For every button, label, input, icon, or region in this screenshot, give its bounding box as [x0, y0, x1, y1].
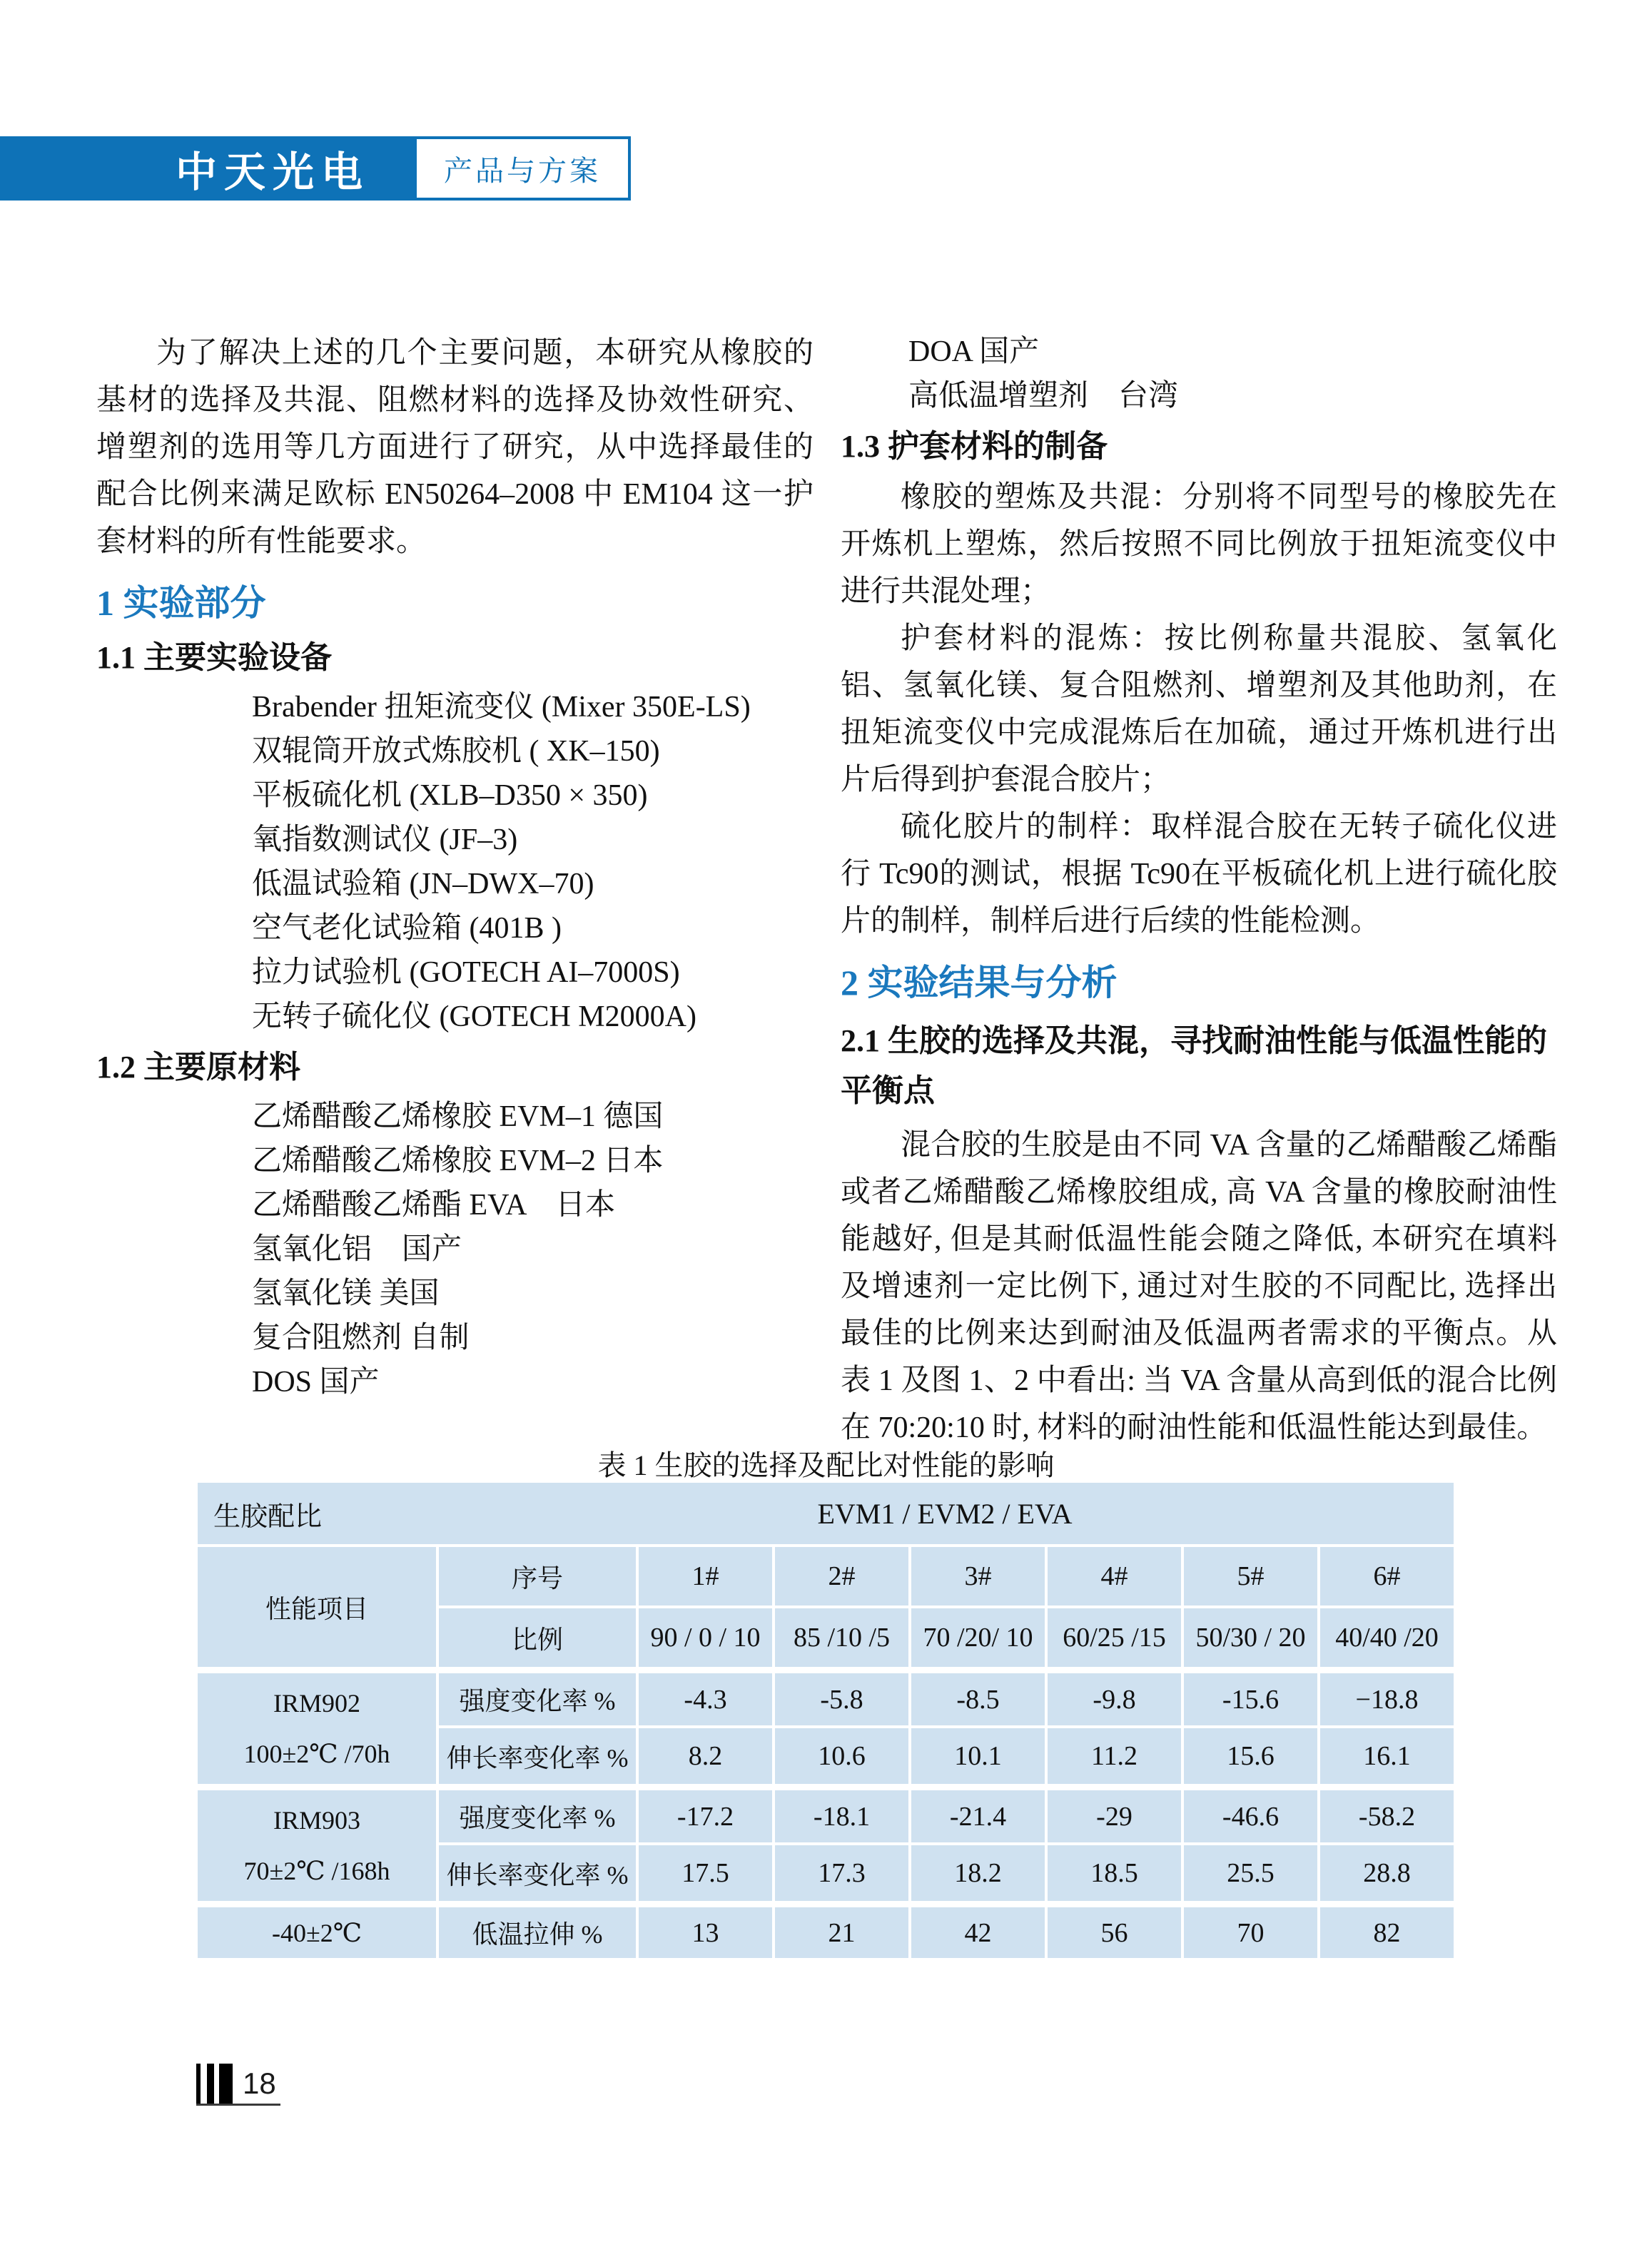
prep-paragraph: 橡胶的塑炼及共混：分别将不同型号的橡胶先在开炼机上塑炼，然后按照不同比例放于扭矩流变仪中进行共混处理；: [841, 481, 1557, 608]
table-cell: 18.5: [1048, 1845, 1181, 1901]
table-cell: -46.6: [1184, 1787, 1317, 1842]
table-cell: 8.2: [639, 1728, 772, 1784]
subsection-heading-1-2: 1.2 主要原材料: [96, 1050, 300, 1085]
table-label: 序号: [439, 1547, 636, 1606]
section-heading-1: 1 实验部分: [96, 583, 266, 623]
list-item: 平板硫化机 (XLB–D350 × 350): [252, 779, 648, 812]
table-cell: 18.2: [911, 1845, 1045, 1901]
table-metric-label: 伸长率变化率 %: [439, 1728, 636, 1784]
bar-icon: [207, 2064, 214, 2104]
table-metric-label: 强度变化率 %: [439, 1670, 636, 1725]
table-condition-cell: -40±2℃: [198, 1904, 436, 1958]
table-cell: 6#: [1320, 1547, 1454, 1606]
bar-icon: [196, 2064, 201, 2104]
table-cell: 21: [775, 1904, 908, 1958]
left-column: [96, 330, 814, 1404]
table-cell: 90 / 0 / 10: [639, 1608, 772, 1667]
list-item: 氢氧化镁 美国: [252, 1277, 440, 1310]
prep-paragraph: 硫化胶片的制样：取样混合胶在无转子硫化仪进行 Tc90的测试，根据 Tc90在平板硫化机上进行硫化胶片的制样，制样后进行后续的性能检测。: [841, 811, 1557, 938]
table-metric-label: 强度变化率 %: [439, 1787, 636, 1842]
section-tab-label: 产品与方案: [444, 155, 601, 187]
header-bar: [0, 136, 414, 201]
table-cell: 17.5: [639, 1845, 772, 1901]
condition-line: IRM902: [273, 1688, 360, 1718]
brand-logo: 中天光电: [175, 148, 370, 196]
table-cell: 13: [639, 1904, 772, 1958]
table-cell: 82: [1320, 1904, 1454, 1958]
list-item: 乙烯醋酸乙烯酯 EVA 日本: [252, 1189, 616, 1222]
list-item: 低温试验箱 (JN–DWX–70): [252, 868, 594, 901]
table-cell: 56: [1048, 1904, 1181, 1958]
list-item: 双辊筒开放式炼胶机 ( XK–150): [252, 735, 660, 768]
table-cell: 10.1: [911, 1728, 1045, 1784]
table-condition-cell: [198, 1670, 436, 1784]
table-metric-label: 低温拉伸 %: [439, 1904, 636, 1958]
list-item: DOS 国产: [252, 1366, 380, 1399]
table-cell: 25.5: [1184, 1845, 1317, 1901]
table-metric-label: 伸长率变化率 %: [439, 1845, 636, 1901]
list-item: 复合阻燃剂 自制: [252, 1322, 470, 1354]
right-column: [841, 330, 1557, 1451]
list-item: 乙烯醋酸乙烯橡胶 EVM–1 德国: [252, 1100, 664, 1133]
section-heading-2: 2 实验结果与分析: [841, 963, 1118, 1003]
prep-paragraph: 护套材料的混炼：按比例称量共混胶、氢氧化铝、氢氧化镁、复合阻燃剂、增塑剂及其他助剂，在扭矩流变仪中完成混炼后在加硫，通过开炼机进行出片后得到护套混合胶片；: [841, 622, 1557, 796]
table-cell: 10.6: [775, 1728, 908, 1784]
table-cell: 4#: [1048, 1547, 1181, 1606]
table-cell: −18.8: [1320, 1670, 1454, 1725]
table-blend-header: EVM1 / EVM2 / EVA: [817, 1497, 1073, 1530]
list-item: 拉力试验机 (GOTECH AI–7000S): [252, 956, 680, 989]
table-cell: 15.6: [1184, 1728, 1317, 1784]
table-cell: 1#: [639, 1547, 772, 1606]
equipment-list: [96, 685, 814, 1039]
subsection-heading-1-3: 1.3 护套材料的制备: [841, 429, 1108, 464]
table-cell: 5#: [1184, 1547, 1317, 1606]
performance-table: [198, 1483, 1454, 1958]
table-cell: -9.8: [1048, 1670, 1181, 1725]
table-cell: -21.4: [911, 1787, 1045, 1842]
table-cell: 42: [911, 1904, 1045, 1958]
page-number: 18: [243, 2066, 276, 2100]
table-cell: -17.2: [639, 1787, 772, 1842]
table-cell: -18.1: [775, 1787, 908, 1842]
condition-line: 70±2℃ /168h: [243, 1857, 390, 1886]
list-item: 高低温增塑剂 台湾: [908, 380, 1179, 412]
table-cell: 50/30 / 20: [1184, 1608, 1317, 1667]
table-cell: 2#: [775, 1547, 908, 1606]
materials-list: [96, 1095, 814, 1404]
table-condition-cell: [198, 1787, 436, 1901]
analysis-paragraph: 混合胶的生胶是由不同 VA 含量的乙烯醋酸乙烯酯或者乙烯醋酸乙烯橡胶组成, 高 VA 含量的橡胶耐油性能越好, 但是其耐低温性能会随之降低, 本研究在填料及增速剂一定比例下, 通过对生胶的不同配比, 选择出最佳的比例来达到耐油及低温两者需求的平衡点。从表 1 及图 1、2 中看出: 当 VA 含量从高到低的混合比例在 70:20:10 时, 材料的耐油性能和低温性能达到最佳。: [841, 1129, 1557, 1444]
table-cell: 60/25 /15: [1048, 1608, 1181, 1667]
table-cell: -8.5: [911, 1670, 1045, 1725]
condition-line: IRM903: [273, 1805, 360, 1835]
list-item: 氢氧化铝 国产: [252, 1233, 462, 1266]
table-cell: -58.2: [1320, 1787, 1454, 1842]
section-tab: [414, 136, 631, 201]
table-caption: 表 1 生胶的选择及配比对性能的影响: [597, 1449, 1055, 1481]
table-label: 比例: [439, 1608, 636, 1667]
table-cell: -5.8: [775, 1670, 908, 1725]
table-corner-label: 生胶配比: [213, 1501, 323, 1532]
table-cell: 11.2: [1048, 1728, 1181, 1784]
footer-rule: [196, 2104, 280, 2106]
list-item: 乙烯醋酸乙烯橡胶 EVM–2 日本: [252, 1145, 664, 1177]
intro-paragraph: 为了解决上述的几个主要问题，本研究从橡胶的基材的选择及共混、阻燃材料的选择及协效性研究、增塑剂的选用等几方面进行了研究，从中选择最佳的配合比例来满足欧标 EN50264–2008 中 EM104 这一护套材料的所有性能要求。: [96, 337, 814, 558]
subsection-heading-2-1: 2.1 生胶的选择及共混，寻找耐油性能与低温性能的平衡点: [841, 1023, 1547, 1108]
condition-line: 100±2℃ /70h: [243, 1740, 390, 1769]
table-cell: 3#: [911, 1547, 1045, 1606]
table-cell: 16.1: [1320, 1728, 1454, 1784]
page-marker-bars-icon: [196, 2064, 233, 2104]
bar-icon: [219, 2064, 233, 2104]
table-cell: 70: [1184, 1904, 1317, 1958]
subsection-heading-1-1: 1.1 主要实验设备: [96, 640, 332, 675]
table-cell: -4.3: [639, 1670, 772, 1725]
table-cell: 28.8: [1320, 1845, 1454, 1901]
table-cell: 17.3: [775, 1845, 908, 1901]
table-cell: -15.6: [1184, 1670, 1317, 1725]
table-cell: -29: [1048, 1787, 1181, 1842]
table-header-row: [198, 1483, 1454, 1544]
list-item: 空气老化试验箱 (401B ): [252, 912, 562, 945]
list-item: Brabender 扭矩流变仪 (Mixer 350E-LS): [252, 691, 751, 724]
table-cell: 70 /20/ 10: [911, 1608, 1045, 1667]
table-row-header: 性能项目: [198, 1547, 436, 1667]
list-item: 氧指数测试仪 (JF–3): [252, 823, 518, 856]
materials-list-continued: [841, 330, 1557, 418]
list-item: 无转子硫化仪 (GOTECH M2000A): [252, 1000, 696, 1033]
table-cell: 85 /10 /5: [775, 1608, 908, 1667]
table-cell: 40/40 /20: [1320, 1608, 1454, 1667]
list-item: DOA 国产: [908, 335, 1040, 368]
